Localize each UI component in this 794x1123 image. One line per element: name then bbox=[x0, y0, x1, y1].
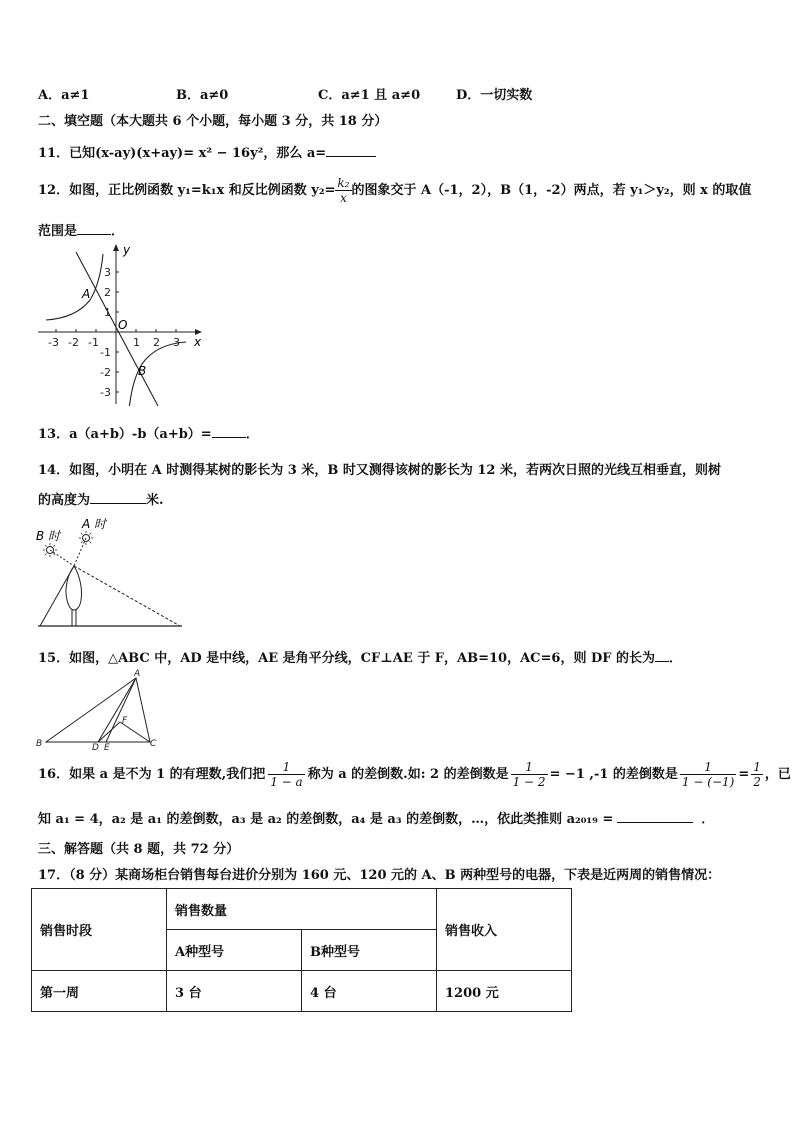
q12-end: ． bbox=[111, 224, 125, 239]
cell-a: 3 台 bbox=[167, 971, 302, 1012]
question-14-line1: 14．如图，小明在 A 时测得某树的影长为 3 米，B 时又测得该树的影长为 12 米，若两次日照的光线互相垂直，则树 bbox=[38, 463, 721, 478]
cell-b: 4 台 bbox=[302, 971, 437, 1012]
y-tick-label: 1 bbox=[104, 306, 111, 319]
frac-numerator: 1 bbox=[680, 760, 736, 775]
sunray-b bbox=[74, 566, 180, 626]
q16-text-6: 知 a₁ = 4，a₂ 是 a₁ 的差倒数，a₃ 是 a₂ 的差倒数，a₄ 是 a₃ 的差倒数，…，依此类推则 a₂₀₁₉ = bbox=[38, 812, 614, 827]
frac-denominator: x bbox=[340, 191, 347, 205]
y-tick-label: -2 bbox=[100, 366, 111, 379]
question-16-line1 bbox=[38, 760, 791, 789]
point-b-label: B bbox=[138, 364, 147, 378]
q16-fraction-1 bbox=[268, 760, 304, 789]
point-a-label: A bbox=[82, 287, 91, 301]
x-tick-label: -1 bbox=[88, 336, 99, 349]
label-a-time: A 时 bbox=[82, 517, 107, 531]
q14-answer-blank[interactable] bbox=[90, 491, 146, 504]
q13-answer-blank[interactable] bbox=[212, 425, 246, 438]
q16-end: ． bbox=[701, 812, 715, 827]
label-a: A bbox=[134, 669, 141, 679]
x-axis-label: x bbox=[194, 335, 202, 349]
q10-options bbox=[38, 84, 532, 103]
y-axis-label: y bbox=[123, 243, 131, 257]
q16-answer-blank[interactable] bbox=[617, 810, 693, 823]
q16-fraction-4 bbox=[751, 760, 763, 789]
q13-end: ． bbox=[245, 427, 259, 442]
section3-header: 三、解答题（共 8 题，共 72 分） bbox=[38, 842, 240, 857]
cell-revenue: 1200 元 bbox=[437, 971, 572, 1012]
y-tick-label: -3 bbox=[100, 386, 111, 399]
section2-header: 二、填空题（本大题共 6 个小题，每小题 3 分，共 18 分） bbox=[38, 114, 388, 129]
x-tick-label: 3 bbox=[173, 336, 180, 349]
y-tick-label: 3 bbox=[104, 266, 111, 279]
sales-table bbox=[31, 888, 572, 1012]
x-tick-label: 1 bbox=[133, 336, 140, 349]
y-axis-arrow bbox=[113, 244, 119, 251]
x-tick-label: 2 bbox=[153, 336, 160, 349]
option-d: D．一切实数 bbox=[456, 88, 533, 103]
sun-b-ray-dashed bbox=[50, 550, 74, 566]
frac-numerator: 1 bbox=[268, 760, 304, 775]
q12-text-b: 的图象交于 A（-1，2），B（1，-2）两点，若 y₁＞y₂，则 x 的取值 bbox=[351, 183, 752, 198]
y-tick-label: 2 bbox=[104, 286, 111, 299]
frac-denominator: 2 bbox=[753, 775, 761, 789]
option-b: B．a≠0 bbox=[176, 88, 229, 103]
triangle-abc bbox=[46, 678, 150, 742]
frac-numerator: 1 bbox=[511, 760, 548, 775]
question-15 bbox=[38, 647, 682, 666]
q14-end: 米. bbox=[146, 493, 164, 508]
header-period: 销售时段 bbox=[32, 889, 167, 971]
header-type-a: A种型号 bbox=[167, 930, 302, 971]
x-tick-label: -2 bbox=[68, 336, 79, 349]
origin-label: O bbox=[118, 318, 128, 332]
question-14-line2 bbox=[38, 489, 164, 508]
question-16-line2 bbox=[38, 808, 714, 827]
option-c: C．a≠1 且 a≠0 bbox=[318, 88, 421, 103]
q14-tree-shadow-diagram bbox=[34, 516, 186, 632]
q15-text: 15．如图，△ABC 中，AD 是中线，AE 是角平分线，CF⊥AE 于 F，AB=10，AC=6，则 DF 的长为 bbox=[38, 651, 655, 666]
q16-fraction-2 bbox=[511, 760, 548, 789]
q15-triangle-diagram bbox=[34, 668, 164, 750]
frac-numerator: 1 bbox=[753, 760, 761, 774]
bisector-ae bbox=[106, 678, 136, 742]
label-c: C bbox=[150, 739, 157, 749]
q12-text-c: 范围是 bbox=[38, 224, 78, 239]
label-e: E bbox=[104, 743, 110, 750]
label-f: F bbox=[122, 716, 128, 726]
header-quantity: 销售数量 bbox=[167, 889, 437, 930]
q16-fraction-3 bbox=[680, 760, 736, 789]
segment-df bbox=[98, 722, 120, 742]
q16-text-2: 称为 a 的差倒数.如: 2 的差倒数是 bbox=[307, 767, 509, 782]
question-11 bbox=[38, 142, 376, 161]
q15-end: ． bbox=[669, 651, 683, 666]
line-y1 bbox=[76, 252, 158, 406]
q16-text-4: = bbox=[738, 767, 750, 782]
label-b: B bbox=[36, 739, 43, 749]
table-row bbox=[32, 971, 572, 1012]
label-b-time: B 时 bbox=[36, 529, 61, 543]
q12-fraction bbox=[335, 176, 351, 205]
frac-denominator: 1 − 2 bbox=[512, 775, 546, 789]
x-tick-label: -3 bbox=[48, 336, 59, 349]
header-revenue: 销售收入 bbox=[437, 889, 572, 971]
question-12-line1 bbox=[38, 176, 751, 205]
question-17: 17．（8 分）某商场柜台销售每台进价分别为 160 元、120 元的 A、B 两种型号的电器，下表是近两周的销售情况： bbox=[38, 868, 721, 883]
q12-function-graph bbox=[36, 240, 210, 406]
y-tick-label: -1 bbox=[100, 346, 111, 359]
label-d: D bbox=[92, 743, 99, 750]
median-ad bbox=[98, 678, 136, 742]
q12-text-a: 12．如图，正比例函数 y₁=k₁x 和反比例函数 y₂= bbox=[38, 183, 336, 198]
header-type-b: B种型号 bbox=[302, 930, 437, 971]
question-12-line2 bbox=[38, 220, 124, 239]
q16-text-3: = −1 ,-1 的差倒数是 bbox=[549, 767, 678, 782]
frac-denominator: 1 − a bbox=[270, 775, 303, 789]
question-13 bbox=[38, 423, 259, 442]
frac-denominator: 1 − (−1) bbox=[681, 775, 735, 789]
q15-answer-blank[interactable] bbox=[655, 649, 669, 662]
q16-text-5: ，已 bbox=[764, 767, 791, 782]
q11-answer-blank[interactable] bbox=[326, 144, 376, 157]
q12-answer-blank[interactable] bbox=[77, 222, 111, 235]
q16-text-1: 16．如果 a 是不为 1 的有理数,我们把 bbox=[38, 767, 266, 782]
tree-icon bbox=[66, 566, 82, 610]
q14-text: 的高度为 bbox=[38, 493, 91, 508]
q11-text: 11．已知(x-ay)(x+ay)= x² − 16y²，那么 a= bbox=[38, 146, 327, 161]
option-a: A．a≠1 bbox=[38, 88, 90, 103]
sun-a-ray-dashed bbox=[74, 538, 86, 566]
frac-numerator: k₂ bbox=[337, 176, 350, 190]
q13-text: 13．a（a+b）-b（a+b）= bbox=[38, 427, 212, 442]
cell-period: 第一周 bbox=[32, 971, 167, 1012]
